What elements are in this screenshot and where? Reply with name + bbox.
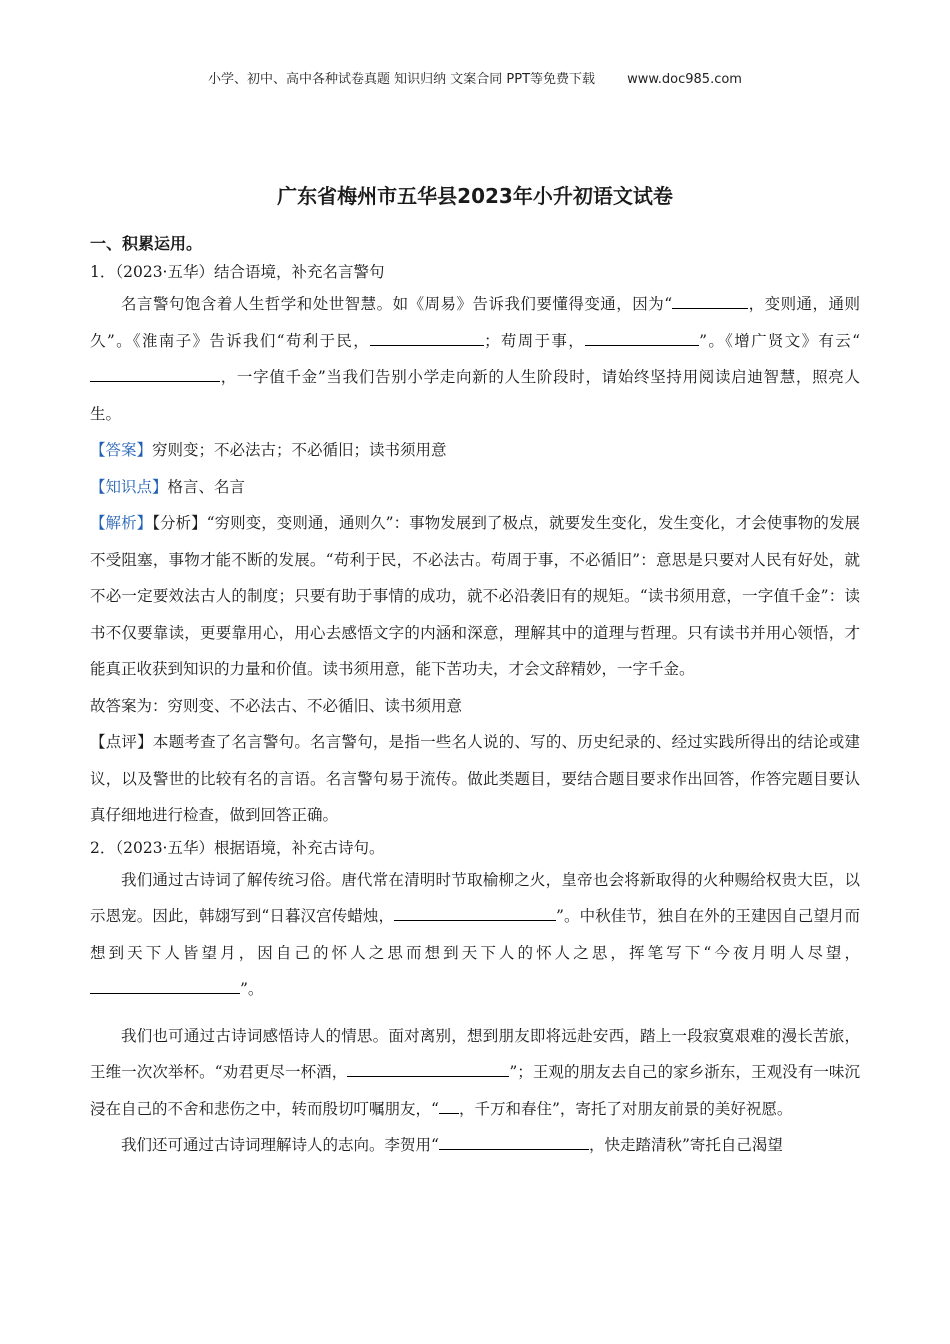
comment-paragraph: 【点评】本题考查了名言警句。名言警句，是指一些名人说的、写的、历史纪录的、经过实践所得出的结论或建议，以及警世的比较有名的言语。名言警句易于流传。做此类题目，要结合题目要求作出回答，作答完题目要认真仔细地进行检查，做到回答正确。 [90, 733, 860, 824]
answer-blank[interactable] [90, 978, 240, 995]
question-2-paragraph-2: 我们也可通过古诗词感悟诗人的情思。面对离别，想到朋友即将远赴安西，踏上一段寂寞艰难的漫长苦旅，王维一次次举杯。“劝君更尽一杯酒， ”；王观的朋友去自己的家乡浙东，王观没有一味沉浸在自己的不舍和悲伤之中，转而殷切叮嘱朋友，“ ，千万和春住”，寄托了对朋友前景的美好祝愿。 [90, 1026, 860, 1118]
answer-blank[interactable] [672, 293, 748, 310]
question-2-paragraph-1: 我们通过古诗词了解传统习俗。唐代常在清明时节取榆柳之火，皇帝也会将新取得的火种赐给权贵大臣，以示恩宠。因此，韩翃写到“日暮汉宫传蜡烛， ”。中秋佳节，独自在外的王建因自己望月而想到天下人皆望月，因自己的怀人之思而想到天下人的怀人之思，挥笔写下“今夜月明人尽望，”。 [90, 870, 860, 998]
exam-content [90, 230, 860, 1164]
answer-blank[interactable] [347, 1061, 509, 1078]
knowledge-line [90, 469, 860, 506]
exam-title: 广东省梅州市五华县2023年小升初语文试卷 [277, 184, 673, 208]
analysis-paragraph [90, 505, 860, 688]
answer-blank[interactable] [370, 329, 484, 346]
question-2-heading: 2．（2023·五华）根据语境，补充古诗句。 [90, 838, 385, 857]
answer-blank[interactable] [439, 1134, 589, 1151]
answer-blank[interactable] [90, 366, 220, 383]
question-1-body: 名言警句饱含着人生哲学和处世智慧。如《周易》告诉我们要懂得变通，因为“ ，变则通，通则久”。《淮南子》告诉我们“苟利于民， ；苟周于事， ”。《增广贤文》有云“，一字值千金”当我们告别小学走向新的人生阶段时，请始终坚持用阅读启迪智慧，照亮人生。 [90, 286, 860, 432]
answer-blank[interactable] [585, 329, 699, 346]
header-site-link[interactable]: www.doc985.com [627, 72, 742, 87]
answer-tag: 【答案】 [90, 441, 153, 459]
analysis-text: 【分析】“穷则变，变则通，通则久”：事物发展到了极点，就要发生变化，发生变化，才会使事物的发展不受阻塞，事物才能不断的发展。“苟利于民，不必法古。苟周于事，不必循旧”：意思是只要对人民有好处，就不必一定要效法古人的制度；只要有助于事情的成功，就不必沿袭旧有的规矩。“读书须用意，一字值千金”：读书不仅要靠读，更要靠用心，用心去感悟文字的内涵和深意，理解其中的道理与哲理。只有读书并用心领悟，才能真正收获到知识的力量和价值。读书须用意，能下苦功夫，才会文辞精妙，一字千金。 [90, 514, 860, 678]
page-header [0, 68, 950, 87]
section-heading: 一、积累运用。 [90, 234, 203, 253]
knowledge-text: 格言、名言 [167, 477, 246, 496]
answer-text: 穷则变；不必法古；不必循旧；读书须用意 [152, 441, 447, 459]
final-answer: 故答案为：穷则变、不必法古、不必循旧、读书须用意 [90, 696, 463, 715]
answer-line [90, 432, 860, 469]
knowledge-tag: 【知识点】 [90, 477, 168, 496]
analysis-tag: 【解析】 [90, 514, 153, 532]
answer-blank[interactable] [439, 1097, 459, 1114]
question-1-heading: 1．（2023·五华）结合语境，补充名言警句 [90, 263, 385, 281]
header-text: 小学、初中、高中各种试卷真题 知识归纳 文案合同 PPT等免费下载 [208, 72, 596, 87]
answer-blank[interactable] [394, 905, 556, 922]
question-2-paragraph-3: 我们还可通过古诗词理解诗人的志向。李贺用“ ，快走踏清秋”寄托自己渴望 [90, 1127, 860, 1164]
